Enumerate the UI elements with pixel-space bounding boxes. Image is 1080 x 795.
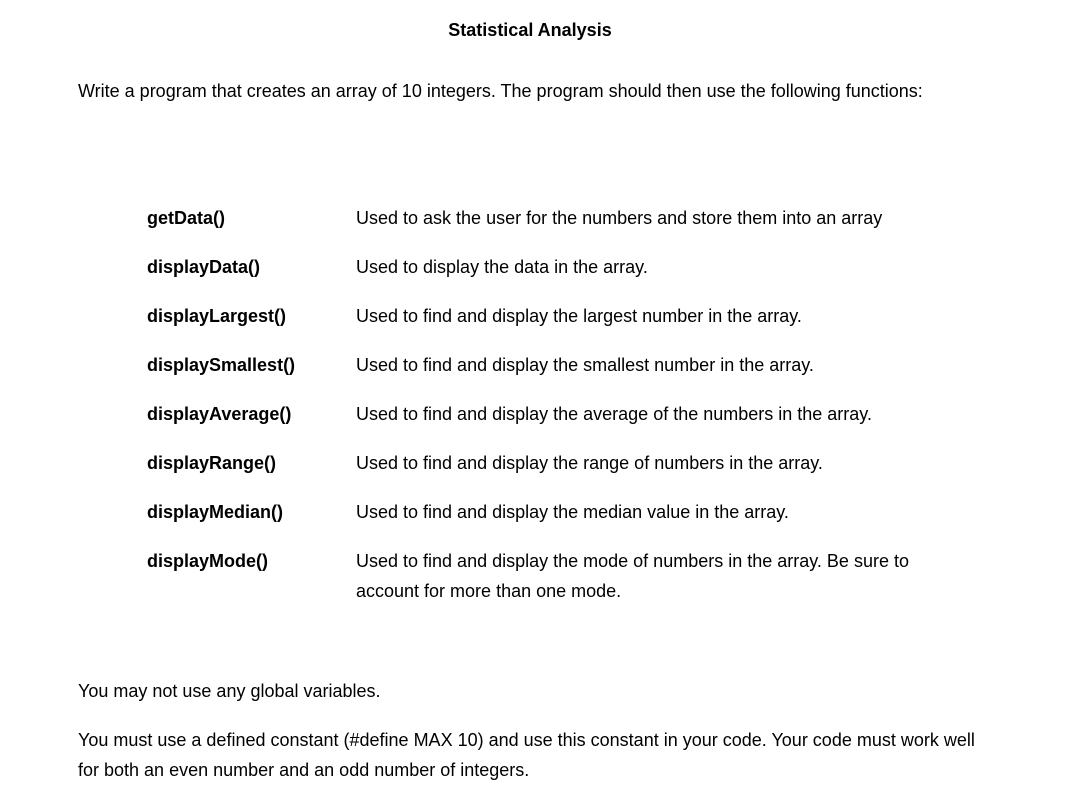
function-description: Used to find and display the largest number in the array. xyxy=(356,306,802,326)
function-name: displayData() xyxy=(147,257,261,277)
intro-paragraph: Write a program that creates an array of 10 integers. The program should then use the following functions: xyxy=(78,81,923,101)
function-row xyxy=(147,546,987,606)
function-row xyxy=(147,448,987,478)
function-name: displayMode() xyxy=(147,551,269,571)
function-row xyxy=(147,497,987,527)
function-description: Used to display the data in the array. xyxy=(356,257,648,277)
define-constant-note: You must use a defined constant (#define MAX 10) and use this constant in your code. Your code must work well for both an even number and an odd number of integers. xyxy=(78,730,975,780)
function-name: displaySmallest() xyxy=(147,355,296,375)
function-row xyxy=(147,203,987,233)
function-name: displayRange() xyxy=(147,453,277,473)
function-name: displayLargest() xyxy=(147,306,287,326)
function-row xyxy=(147,252,987,282)
function-name: getData() xyxy=(147,208,226,228)
function-description: Used to find and display the range of numbers in the array. xyxy=(356,453,823,473)
function-description: Used to find and display the mode of numbers in the array. Be sure to account for more than one mode. xyxy=(356,551,909,601)
function-description: Used to find and display the median value in the array. xyxy=(356,502,789,522)
function-row xyxy=(147,350,987,380)
function-description: Used to find and display the average of the numbers in the array. xyxy=(356,404,872,424)
function-description: Used to find and display the smallest number in the array. xyxy=(356,355,814,375)
function-row xyxy=(147,301,987,331)
function-name: displayAverage() xyxy=(147,404,292,424)
document-title: Statistical Analysis xyxy=(448,20,612,40)
function-table xyxy=(147,203,987,625)
function-row xyxy=(147,399,987,429)
global-variables-note: You may not use any global variables. xyxy=(78,681,381,701)
function-description: Used to ask the user for the numbers and store them into an array xyxy=(356,208,883,228)
function-name: displayMedian() xyxy=(147,502,284,522)
